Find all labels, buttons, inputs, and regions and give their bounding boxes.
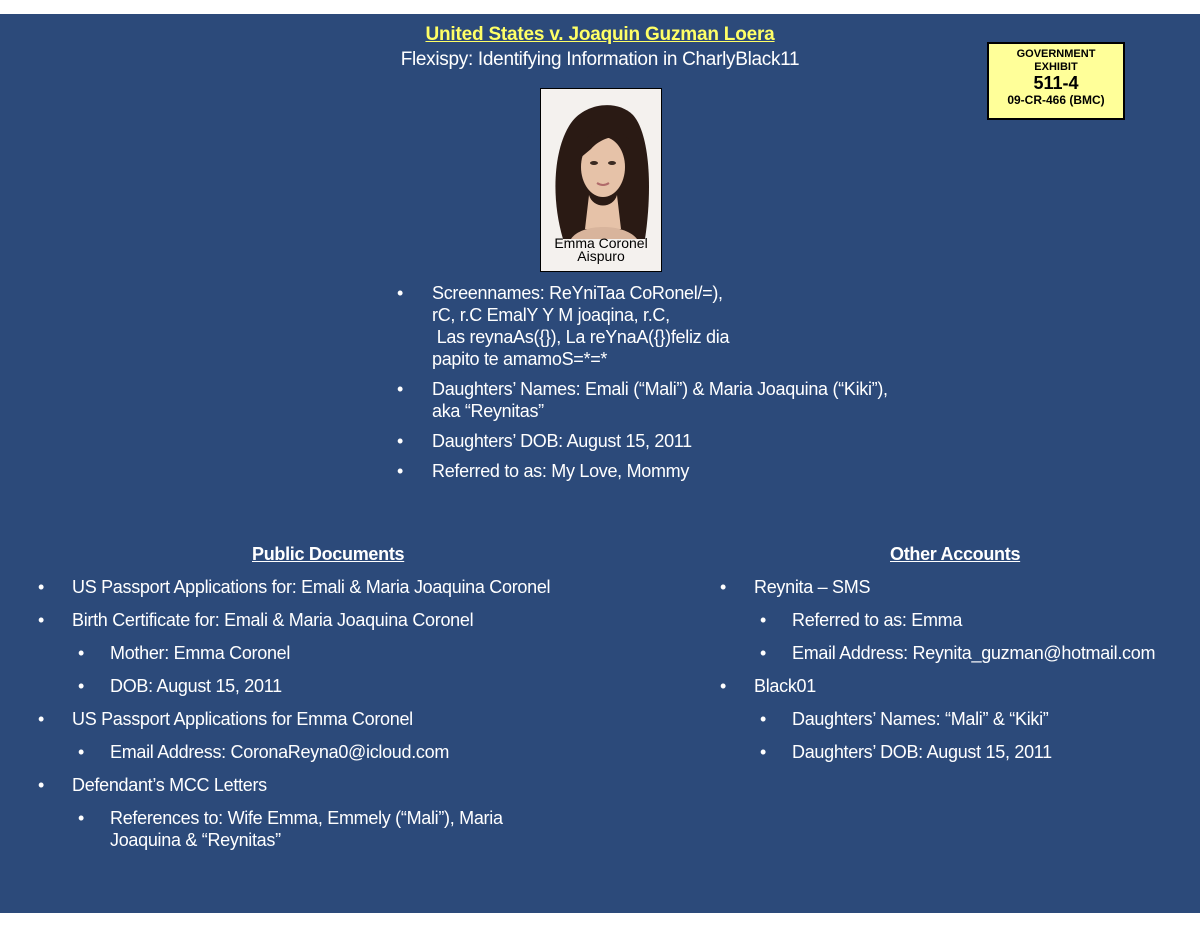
caption-line: Emma Coronel: [554, 235, 648, 251]
screennames-item: [397, 282, 957, 370]
referred-to-item: [397, 460, 957, 482]
exhibit-number: 511-4: [1033, 73, 1079, 93]
daughters-dob-item: [397, 430, 957, 452]
list-item: [38, 774, 598, 796]
text-line: • Reynita – SMS: [754, 577, 871, 597]
text-line: • Email Address: Reynita_guzman@hotmail.com: [792, 643, 1156, 663]
text-line: • DOB: August 15, 2011: [110, 676, 282, 696]
government-exhibit-sticker: [987, 42, 1125, 120]
daughters-names-item: [397, 378, 957, 422]
list-item: [38, 576, 598, 598]
text-line: • US Passport Applications for Emma Coronel: [72, 709, 413, 729]
case-title: United States v. Joaquin Guzman Loera: [425, 24, 775, 45]
text-line: • Black01: [754, 676, 816, 696]
text-line: Las reynaAs({}), La reYnaA({})feliz dia: [432, 327, 730, 347]
text-line: • Screennames: ReYniTaa CoRonel/=),: [432, 283, 723, 303]
list-item: [720, 708, 1190, 730]
text-line: • Referred to as: My Love, Mommy: [432, 461, 690, 481]
text-line: papito te amamoS=*=*: [432, 349, 608, 369]
text-line: • Defendant’s MCC Letters: [72, 775, 267, 795]
list-item: [720, 675, 1190, 697]
other-accounts-heading: Other Accounts: [890, 544, 1021, 564]
list-item: [38, 609, 598, 631]
list-item: [38, 807, 598, 851]
other-accounts-list: [720, 576, 1190, 774]
public-documents-list: [38, 576, 598, 862]
text-line: rC, r.C EmalY Y M joaqina, r.C,: [432, 305, 670, 325]
list-item: [38, 642, 598, 664]
public-documents-heading: Public Documents: [252, 544, 405, 564]
text-line: • References to: Wife Emma, Emmely (“Mali”), Maria: [110, 808, 503, 828]
text-line: • US Passport Applications for: Emali & Maria Joaquina Coronel: [72, 577, 551, 597]
caption-line: Aispuro: [577, 248, 625, 264]
identifier-list: [397, 282, 957, 490]
portrait-caption: [541, 237, 661, 263]
text-line: • Email Address: CoronaReyna0@icloud.com: [110, 742, 450, 762]
text-line: • Birth Certificate for: Emali & Maria Joaquina Coronel: [72, 610, 474, 630]
list-item: [38, 708, 598, 730]
exhibit-slide: [0, 14, 1200, 913]
exhibit-label-line2: EXHIBIT: [1034, 61, 1078, 73]
text-line: Joaquina & “Reynitas”: [110, 830, 281, 850]
text-line: • Referred to as: Emma: [792, 610, 963, 630]
list-item: [720, 576, 1190, 598]
exhibit-label-line1: GOVERNMENT: [1016, 48, 1096, 60]
list-item: [720, 609, 1190, 631]
list-item: [720, 741, 1190, 763]
text-line: • Daughters’ DOB: August 15, 2011: [432, 431, 692, 451]
text-line: • Daughters’ Names: “Mali” & “Kiki”: [792, 709, 1049, 729]
list-item: [38, 675, 598, 697]
text-line: • Daughters’ Names: Emali (“Mali”) & Maria Joaquina (“Kiki”),: [432, 379, 888, 399]
text-line: aka “Reynitas”: [432, 401, 544, 421]
list-item: [720, 642, 1190, 664]
portrait-photo: [540, 88, 662, 272]
text-line: • Mother: Emma Coronel: [110, 643, 291, 663]
text-line: • Daughters’ DOB: August 15, 2011: [792, 742, 1052, 762]
exhibit-case-number: 09-CR-466 (BMC): [1007, 93, 1105, 107]
slide-subtitle: Flexispy: Identifying Information in CharlyBlack11: [400, 49, 800, 70]
list-item: [38, 741, 598, 763]
